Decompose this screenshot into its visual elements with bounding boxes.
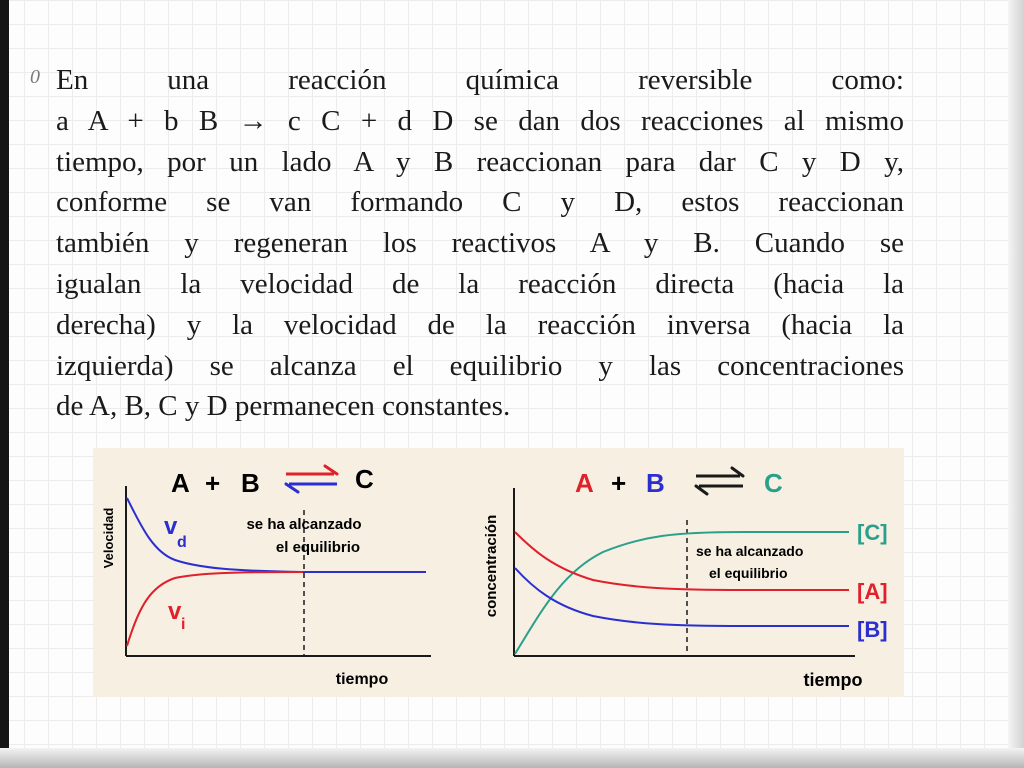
left-equilibrium-label-2: el equilibrio xyxy=(275,539,361,556)
text-line: derecha) y la velocidad de la reacción inversa (hacia la xyxy=(56,308,904,341)
text-line: de A, B, C y D permanecen constantes. xyxy=(56,390,511,423)
text-line: En una reacción química reversible como: xyxy=(56,64,904,96)
frame-right-edge xyxy=(1008,0,1024,768)
bullet-marker: 0 xyxy=(30,66,40,88)
frame-bottom-edge xyxy=(0,748,1024,768)
legend-b: [B] xyxy=(857,617,888,642)
right-panel xyxy=(483,468,888,690)
text-line: también y regeneran los reactivos A y B. Cuando se xyxy=(56,227,904,260)
vi-label-sub: i xyxy=(181,616,186,633)
left-equilibrium-arrows-icon xyxy=(286,466,337,492)
right-title-c: C xyxy=(764,468,783,498)
frame-left-edge xyxy=(0,0,9,768)
concentration-b-curve xyxy=(515,568,849,626)
equilibrium-diagram xyxy=(93,448,904,697)
text-line: igualan la velocidad de la reacción directa (hacia la xyxy=(56,267,904,300)
vd-label-sub: d xyxy=(177,534,187,551)
left-panel xyxy=(101,464,431,688)
text-line: conforme se van formando C y D, estos reaccionan xyxy=(56,186,904,219)
right-title-plus: + xyxy=(611,468,627,498)
legend-c: [C] xyxy=(857,520,888,545)
right-equilibrium-label-2: el equilibrio xyxy=(709,565,788,581)
vd-label xyxy=(164,513,187,551)
right-title-b: B xyxy=(646,468,665,498)
right-equilibrium-label-1: se ha alcanzado xyxy=(696,543,804,559)
paragraph-text xyxy=(56,60,904,427)
right-ylabel: concentración xyxy=(483,514,500,618)
legend-a: [A] xyxy=(857,579,888,604)
left-title-c: C xyxy=(355,464,374,494)
vi-curve xyxy=(127,572,303,646)
text-line: tiempo, por un lado A y B reaccionan para dar C y D y, xyxy=(56,145,904,178)
left-ylabel: Velocidad xyxy=(101,507,116,569)
left-title-a: A xyxy=(171,468,190,498)
text-line: a A + b B → c C + d D se dan dos reacciones al mismo xyxy=(56,104,904,137)
left-equilibrium-label-1: se ha alcanzado xyxy=(246,516,362,533)
text-line: izquierda) se alcanza el equilibrio y las concentraciones xyxy=(56,349,904,382)
vd-label-main: v xyxy=(164,513,178,540)
diagram-svg xyxy=(93,448,904,697)
right-title-a: A xyxy=(575,468,594,498)
vi-label-main: v xyxy=(168,598,182,625)
left-title-b: B xyxy=(241,468,260,498)
right-equilibrium-arrows-icon xyxy=(696,468,743,494)
left-xlabel: tiempo xyxy=(335,671,389,688)
vi-label xyxy=(168,598,185,633)
right-xlabel: tiempo xyxy=(803,670,863,690)
left-title-plus: + xyxy=(205,468,221,498)
